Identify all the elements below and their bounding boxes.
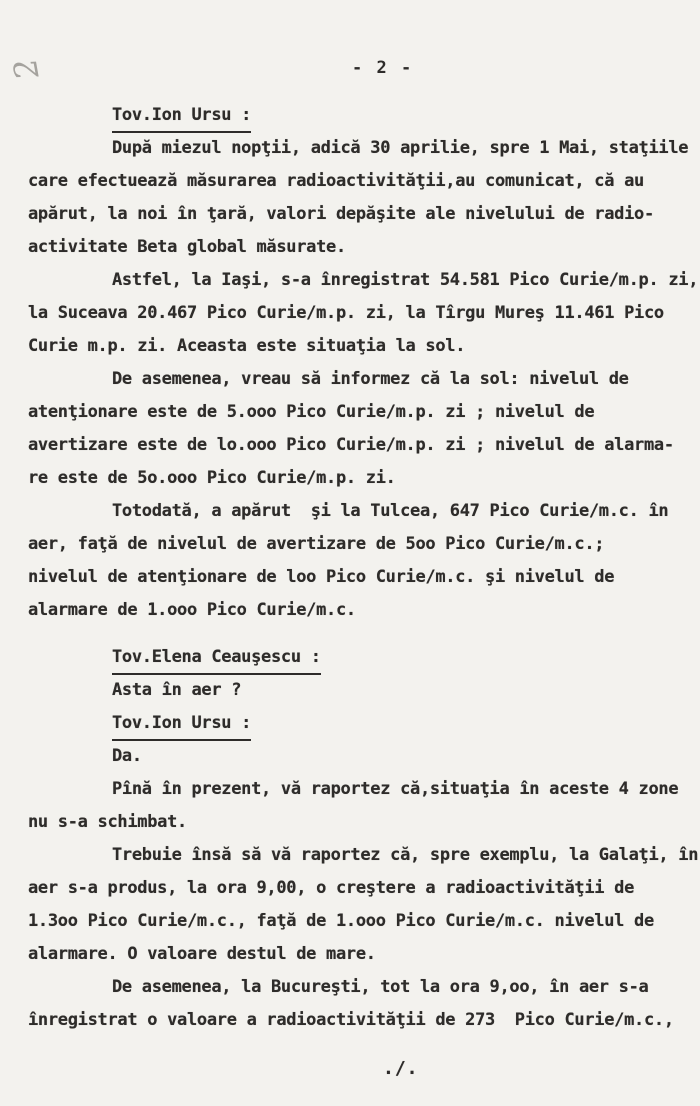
text-line: 1.3oo Pico Curie/m.c., faţă de 1.ooo Pico Curie/m.c. nivelul de: [28, 911, 654, 931]
text-line: care efectuează măsurarea radioactivităţii,au comunicat, că au: [28, 171, 644, 191]
text-line: Da.: [112, 746, 142, 766]
speaker-heading: [28, 708, 700, 741]
text-line: Totodată, a apărut şi la Tulcea, 647 Pico Curie/m.c. în: [112, 501, 669, 521]
speaker-heading: [28, 100, 700, 133]
text-line: apărut, la noi în ţară, valori depăşite ale nivelului de radio-: [28, 204, 654, 224]
text-line: De asemenea, la Bucureşti, tot la ora 9,oo, în aer s-a: [112, 977, 649, 997]
text-line: avertizare este de lo.ooo Pico Curie/m.p. zi ; nivelul de alarma-: [28, 435, 674, 455]
text-line: nu s-a schimbat.: [28, 812, 187, 832]
text-line: atenţionare este de 5.ooo Pico Curie/m.p. zi ; nivelul de: [28, 402, 595, 422]
text-line: alarmare. O valoare destul de mare.: [28, 944, 376, 964]
speaker-heading-label: Tov.Elena Ceauşescu :: [112, 642, 321, 675]
text-line: Asta în aer ?: [112, 680, 242, 700]
text-line: aer s-a produs, la ora 9,00, o creştere a radioactivităţii de: [28, 878, 635, 898]
text-line: Pînă în prezent, vă raportez că,situaţia în aceste 4 zone: [112, 779, 679, 799]
text-line: înregistrat o valoare a radioactivităţii de 273 Pico Curie/m.c.,: [28, 1010, 674, 1030]
text-line: Trebuie însă să vă raportez că, spre exemplu, la Galaţi, în: [112, 845, 699, 865]
text-line: re este de 5o.ooo Pico Curie/m.p. zi.: [28, 468, 396, 488]
text-line: După miezul nopţii, adică 30 aprilie, spre 1 Mai, staţiile: [112, 138, 689, 158]
text-line: aer, faţă de nivelul de avertizare de 5oo Pico Curie/m.c.;: [28, 534, 605, 554]
speaker-heading-label: Tov.Ion Ursu :: [112, 100, 251, 133]
page-number: - 2 -: [352, 58, 414, 78]
document-body: [28, 100, 700, 1038]
text-line: alarmare de 1.ooo Pico Curie/m.c.: [28, 600, 356, 620]
continuation-mark: ./.: [383, 1058, 419, 1079]
text-line: Curie m.p. zi. Aceasta este situaţia la sol.: [28, 336, 466, 356]
text-line: Astfel, la Iaşi, s-a înregistrat 54.581 Pico Curie/m.p. zi,: [112, 270, 699, 290]
text-line: nivelul de atenţionare de loo Pico Curie/m.c. şi nivelul de: [28, 567, 615, 587]
text-line: activitate Beta global măsurate.: [28, 237, 346, 257]
text-line: la Suceava 20.467 Pico Curie/m.p. zi, la Tîrgu Mureş 11.461 Pico: [28, 303, 664, 323]
handwritten-page-mark: 2: [5, 58, 48, 80]
text-line: De asemenea, vreau să informez că la sol: nivelul de: [112, 369, 629, 389]
speaker-heading: [28, 642, 700, 675]
speaker-heading-label: Tov.Ion Ursu :: [112, 708, 251, 741]
